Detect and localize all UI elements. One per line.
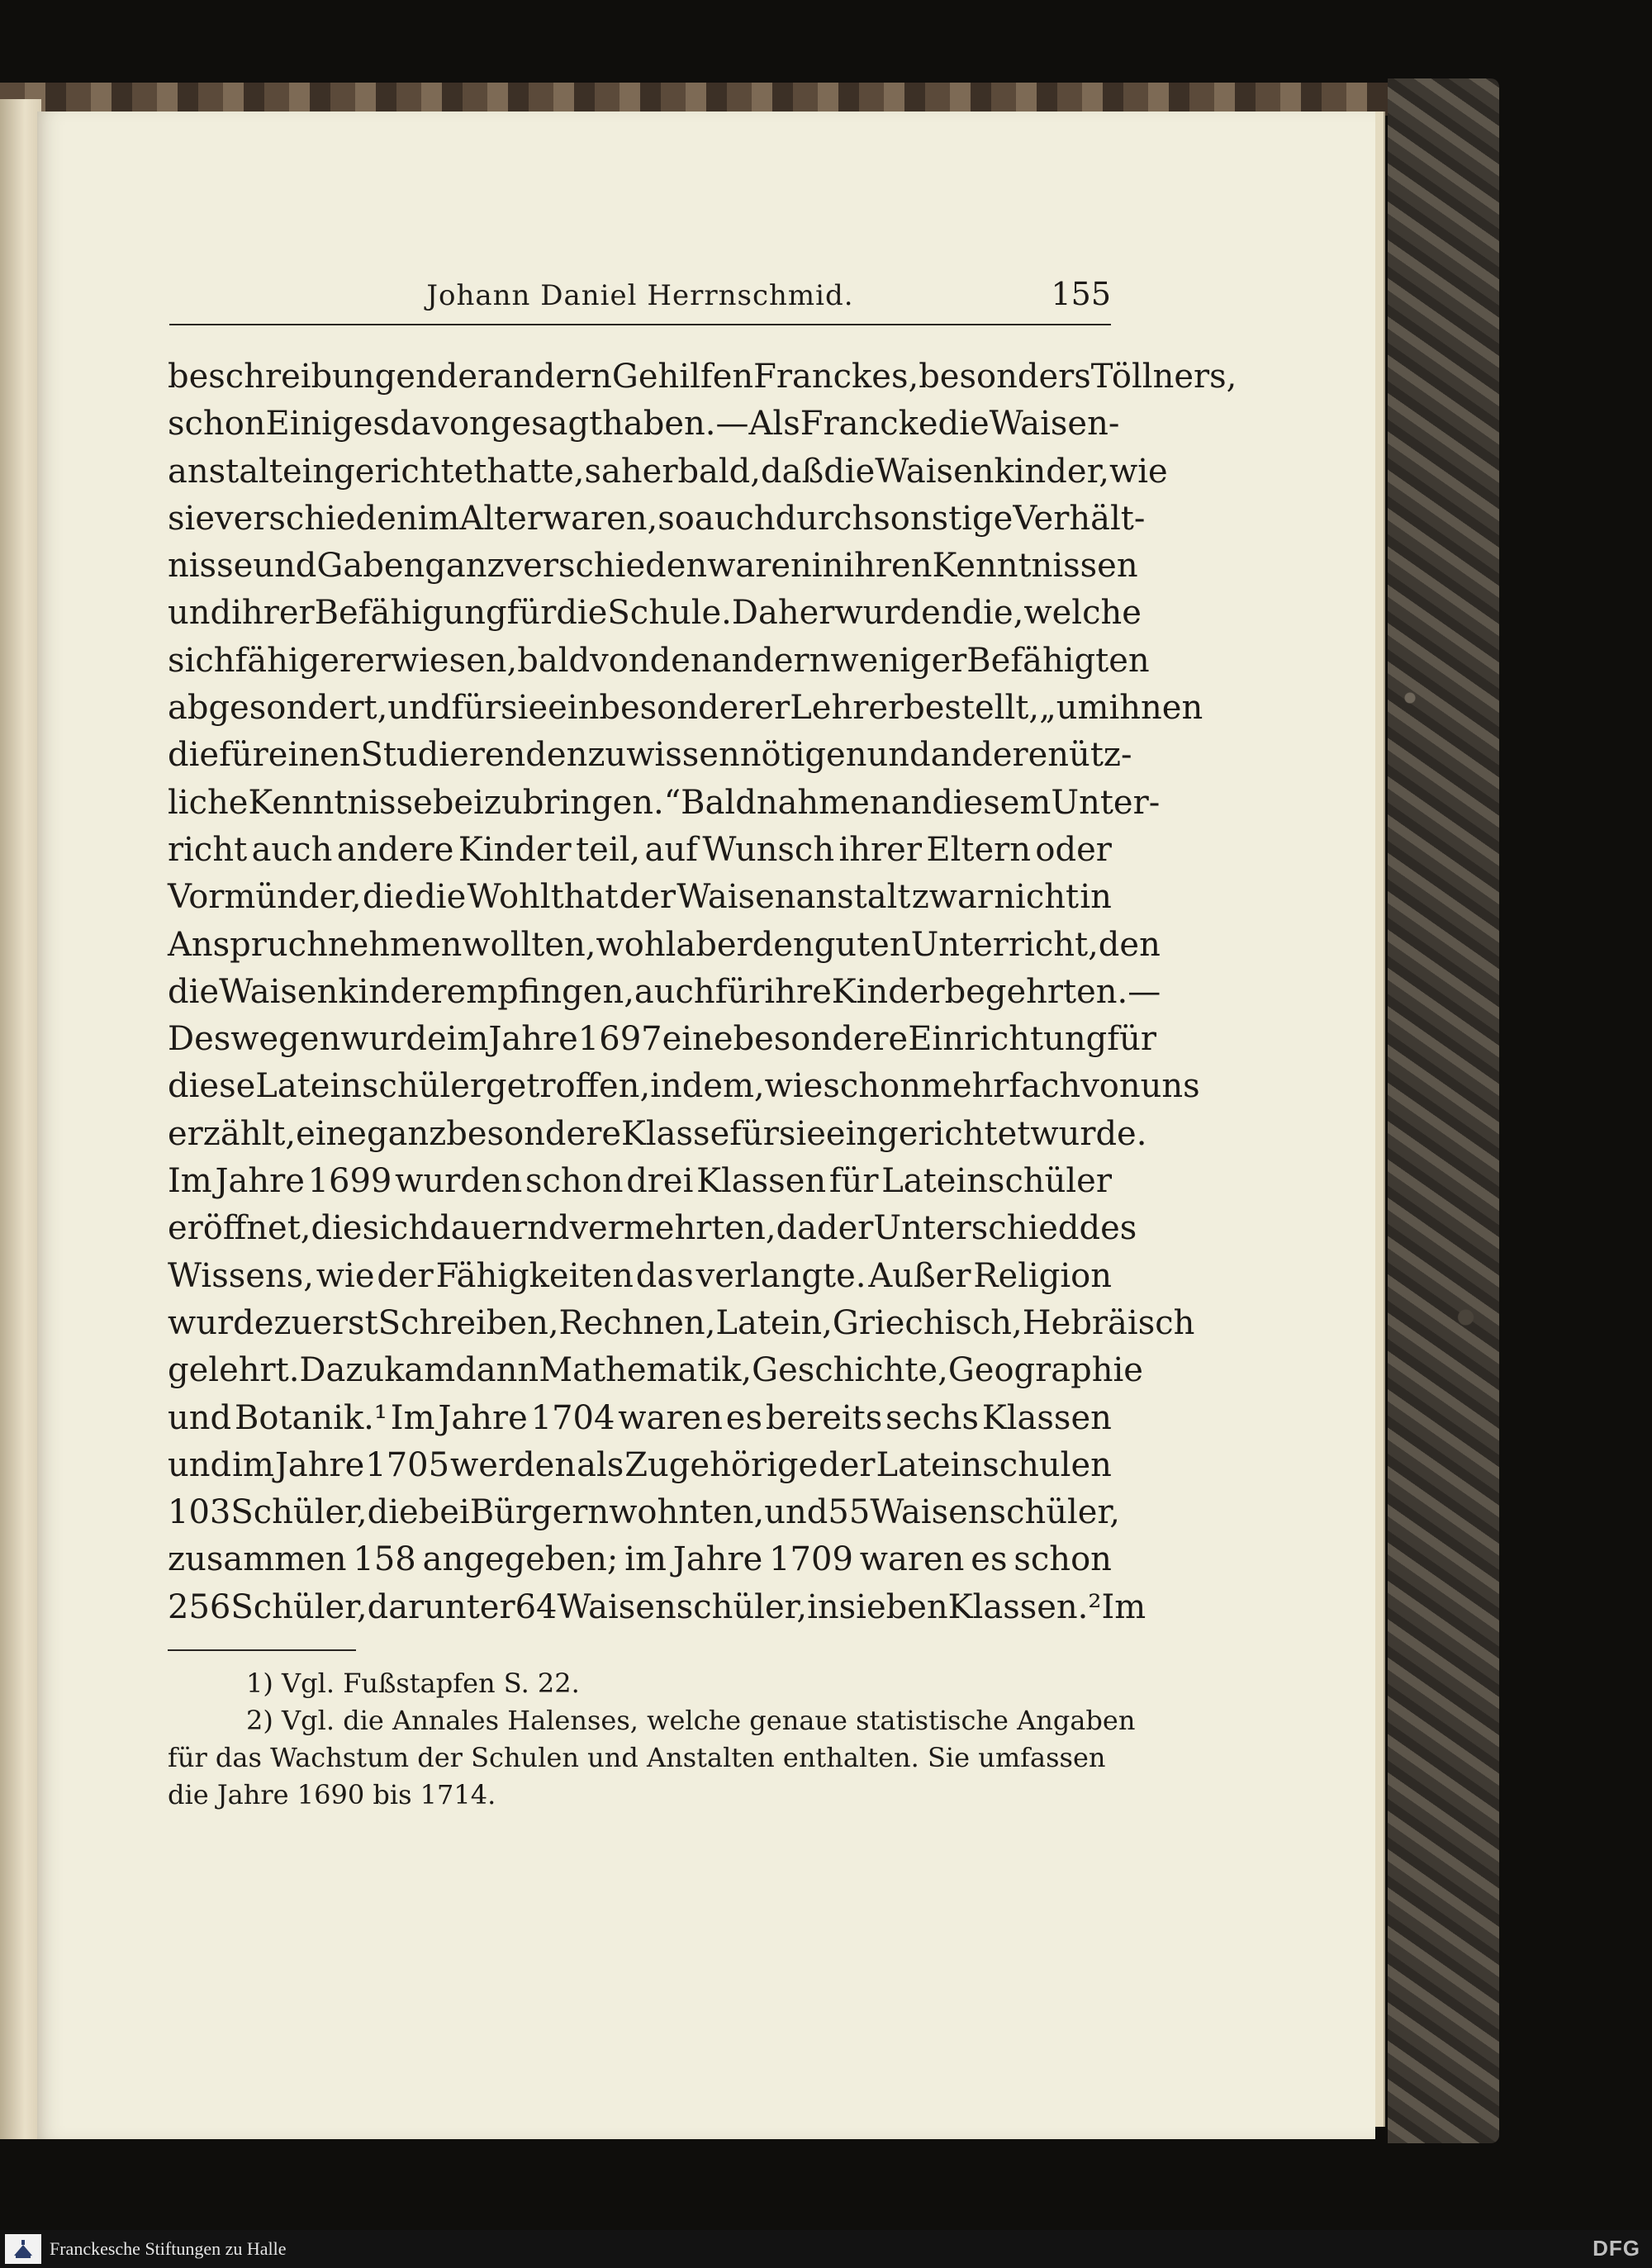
word: nahmen <box>756 783 891 822</box>
text-line <box>168 353 1237 401</box>
word: 1704 <box>530 1398 615 1437</box>
word: Hebräisch <box>1022 1303 1195 1342</box>
word: für <box>451 689 501 728</box>
running-title: Johann Daniel Herrnschmid. <box>426 279 854 312</box>
word: 1697 <box>577 1020 662 1059</box>
word: beizubringen.“ <box>432 783 681 822</box>
word: für <box>828 1162 879 1201</box>
word: für <box>729 1114 779 1153</box>
word: oder <box>1035 830 1112 869</box>
text-line <box>168 1442 1112 1489</box>
word: Franckes, <box>753 358 919 396</box>
word: wurde. <box>1030 1114 1147 1153</box>
word: sah <box>584 452 643 491</box>
word: schon <box>823 1067 921 1106</box>
marbled-cover-board <box>1388 78 1499 2143</box>
word: verschieden <box>215 499 418 538</box>
word: zwar <box>911 878 993 917</box>
word: eine <box>662 1020 733 1059</box>
word: wurde <box>340 1020 447 1059</box>
word: Jahre <box>274 1445 365 1484</box>
word: besonderer <box>599 689 790 728</box>
word: die <box>556 594 608 633</box>
word: — <box>715 405 749 444</box>
word: die <box>168 736 220 775</box>
word: Gaben <box>316 547 425 586</box>
word: Studierenden <box>360 736 588 775</box>
word: Töllners, <box>1090 358 1237 396</box>
word: die <box>824 452 876 491</box>
word: im <box>624 1540 667 1579</box>
word: Waisenkinder <box>219 972 447 1011</box>
word: Klassen <box>696 1162 827 1201</box>
word: der <box>377 1256 434 1295</box>
text-line <box>168 401 1120 448</box>
word: davon <box>389 405 491 444</box>
word: nötigen <box>739 736 867 775</box>
word: weniger <box>830 641 967 680</box>
word: Im <box>390 1398 435 1437</box>
word: ein <box>548 689 600 728</box>
word: andere <box>930 736 1048 775</box>
word: Waisenanstalt <box>676 878 911 917</box>
word: Schreiben, <box>377 1303 559 1342</box>
word: sich <box>168 641 235 680</box>
word: Griechisch, <box>832 1303 1023 1342</box>
word: empfingen, <box>446 972 634 1011</box>
credit-bar <box>0 2230 1652 2268</box>
word: eingerichtet <box>282 452 487 491</box>
word: auch <box>251 830 333 869</box>
word: Lateinschüler <box>255 1067 487 1106</box>
word: einen <box>268 736 361 775</box>
word: ihnen <box>1108 689 1203 728</box>
text-line <box>168 922 1161 969</box>
word: andern <box>493 358 612 396</box>
word: waren <box>707 547 812 586</box>
text-line <box>168 1016 1156 1063</box>
institution-logo-icon <box>5 2234 41 2264</box>
word: Anspruch <box>168 925 328 964</box>
footnote-2-line-3: die Jahre 1690 bis 1714. <box>168 1779 496 1810</box>
word: besondere <box>446 1114 621 1153</box>
word: nisse <box>168 547 254 586</box>
word: Waisenschüler, <box>870 1493 1120 1532</box>
word: sich <box>362 1209 430 1248</box>
word: und <box>764 1493 828 1532</box>
word: bald, <box>677 452 762 491</box>
word: erwiesen, <box>355 641 518 680</box>
text-line <box>168 543 1138 590</box>
word: mehrfach <box>920 1067 1081 1106</box>
word: ihre <box>764 972 832 1011</box>
word: und <box>168 1445 232 1484</box>
word: vermehrten, <box>569 1209 776 1248</box>
word: Klassen.² <box>947 1587 1102 1626</box>
word: Dazu <box>299 1351 385 1390</box>
word: dauernd <box>430 1209 570 1248</box>
word: den <box>649 641 712 680</box>
page-number: 155 <box>1051 276 1111 312</box>
word: für <box>219 736 268 775</box>
running-head <box>169 274 1111 325</box>
word: gesagt <box>490 405 603 444</box>
word: und <box>253 547 317 586</box>
word: von <box>1080 1067 1141 1106</box>
word: kam <box>384 1351 456 1390</box>
word: hatte, <box>487 452 585 491</box>
word: in <box>1080 878 1112 917</box>
word: zuerst <box>273 1303 378 1342</box>
word: Befähigten <box>966 641 1150 680</box>
word: dann <box>455 1351 539 1390</box>
word: Schule. <box>607 594 732 633</box>
word: sonstige <box>873 499 1014 538</box>
word: getroffen, <box>486 1067 651 1106</box>
word: des <box>1079 1209 1137 1248</box>
word: guten <box>814 925 911 964</box>
word: Latein, <box>715 1303 833 1342</box>
word: Kinder <box>458 830 572 869</box>
word: Verhält- <box>1013 499 1146 538</box>
word: Schüler, <box>230 1587 368 1626</box>
word: als <box>577 1445 624 1484</box>
word: die <box>938 405 990 444</box>
word: für <box>1107 1020 1156 1059</box>
word: wohl <box>596 925 676 964</box>
text-line <box>168 1395 1112 1442</box>
word: Lateinschüler <box>881 1162 1112 1201</box>
word: in <box>811 547 844 586</box>
word: begehrten. <box>944 972 1128 1011</box>
word: auch <box>634 972 715 1011</box>
word: waren, <box>542 499 658 538</box>
text-line <box>168 732 1132 779</box>
footnote-2-line-2: für das Wachstum der Schulen und Anstalten enthalten. Sie umfassen <box>168 1742 1106 1773</box>
word: verlangte. <box>695 1256 866 1295</box>
footnotes <box>168 1665 1136 1814</box>
word: eine <box>296 1114 367 1153</box>
word: diesem <box>932 783 1051 822</box>
word: Bald <box>681 783 757 822</box>
word: Kinder <box>831 972 945 1011</box>
text-line <box>168 1300 1195 1347</box>
word: Gehilfen <box>611 358 754 396</box>
word: zusammen <box>168 1540 347 1579</box>
word: eröffnet, <box>168 1209 311 1248</box>
institution-name: Franckesche Stiftungen zu Halle <box>50 2238 287 2259</box>
word: Wunsch <box>702 830 835 869</box>
word: ihrer <box>231 594 315 633</box>
word: Daher <box>731 594 835 633</box>
word: wie <box>764 1067 824 1106</box>
word: Francke <box>800 405 938 444</box>
word: beschreibungen <box>168 358 437 396</box>
word: Außer <box>868 1256 971 1295</box>
word: 1709 <box>769 1540 853 1579</box>
word: daß <box>761 452 824 491</box>
word: wurden <box>834 594 962 633</box>
word: Als <box>748 405 800 444</box>
word: aber <box>676 925 752 964</box>
word: Vormünder, <box>168 878 362 917</box>
word: fähiger <box>235 641 356 680</box>
word: da <box>776 1209 818 1248</box>
word: darunter <box>367 1587 515 1626</box>
word: „um <box>1039 689 1109 728</box>
word: andern <box>711 641 831 680</box>
word: Befähigung <box>314 594 507 633</box>
word: Klassen <box>981 1398 1112 1437</box>
dfg-logo: DFG <box>1593 2236 1640 2261</box>
word: sie <box>778 1114 826 1153</box>
word: für <box>714 972 765 1011</box>
word: Rechnen, <box>558 1303 716 1342</box>
facing-page-edge <box>0 99 41 2139</box>
footnote-2-line-1: 2) Vgl. die Annales Halenses, welche genaue statistische Angaben <box>246 1705 1136 1736</box>
word: der <box>819 1445 876 1484</box>
word: wie <box>316 1256 375 1295</box>
word: die <box>362 878 414 917</box>
text-line <box>168 448 1168 496</box>
word: schon <box>525 1162 624 1201</box>
text-line <box>168 1347 1143 1394</box>
text-line <box>168 590 1142 637</box>
word: wurden <box>395 1162 523 1201</box>
word: er <box>642 452 678 491</box>
word: — <box>1127 972 1161 1011</box>
word: ihren <box>843 547 933 586</box>
word: die <box>168 972 220 1011</box>
word: der <box>436 358 494 396</box>
text-line <box>168 1111 1147 1158</box>
text-line <box>168 1489 1120 1536</box>
body-text <box>168 353 1237 1631</box>
word: den <box>752 925 814 964</box>
word: waren <box>618 1398 723 1437</box>
word: Fähigkeiten <box>435 1256 634 1295</box>
word: den <box>1098 925 1161 964</box>
word: 1699 <box>307 1162 392 1201</box>
text-line <box>168 1536 1112 1583</box>
word: bestellt, <box>904 689 1040 728</box>
word: im <box>446 1020 489 1059</box>
word: die <box>415 878 467 917</box>
word: wie <box>1109 452 1168 491</box>
word: die, <box>961 594 1024 633</box>
word: wissen <box>626 736 740 775</box>
word: andere <box>336 830 454 869</box>
word: haben. <box>602 405 716 444</box>
word: 64 <box>515 1587 558 1626</box>
word: angegeben; <box>422 1540 619 1579</box>
text-line <box>168 1158 1112 1205</box>
word: Jahre <box>672 1540 763 1579</box>
word: 1705 <box>365 1445 450 1484</box>
word: Im <box>1101 1587 1146 1626</box>
word: waren <box>859 1540 965 1579</box>
word: Kenntnisse <box>248 783 433 822</box>
word: besondere <box>733 1020 909 1059</box>
footnote-1: 1) Vgl. Fußstapfen S. 22. <box>246 1668 580 1699</box>
word: verschieden <box>504 547 708 586</box>
word: es <box>971 1540 1008 1579</box>
word: welche <box>1023 594 1142 633</box>
word: in <box>807 1587 839 1626</box>
word: sechs <box>885 1398 980 1437</box>
word: Botanik.¹ <box>234 1398 387 1437</box>
word: Jahre <box>215 1162 305 1201</box>
word: auch <box>694 499 776 538</box>
word: und <box>168 594 232 633</box>
word: bald <box>517 641 591 680</box>
word: ganz <box>366 1114 447 1153</box>
word: im <box>232 1445 274 1484</box>
word: und <box>387 689 452 728</box>
word: Bürgern <box>469 1493 610 1532</box>
word: diese <box>168 1067 256 1106</box>
text-line <box>168 496 1146 543</box>
word: gelehrt. <box>168 1351 300 1390</box>
word: Waisenschüler, <box>557 1587 808 1626</box>
word: schon <box>1014 1540 1112 1579</box>
word: 158 <box>353 1540 416 1579</box>
word: die <box>311 1209 363 1248</box>
word: Zugehörige <box>624 1445 819 1484</box>
word: Religion <box>973 1256 1112 1295</box>
word: Klasse <box>620 1114 730 1153</box>
word: Unterschied <box>873 1209 1080 1248</box>
word: Waisenkinder, <box>875 452 1110 491</box>
text-line <box>168 780 1161 827</box>
word: das <box>635 1256 694 1295</box>
word: Im <box>168 1162 212 1201</box>
word: Einiges <box>265 405 390 444</box>
text-line <box>168 874 1112 921</box>
word: Jahre <box>438 1398 528 1437</box>
text-line <box>168 827 1112 874</box>
word: Geschichte, <box>752 1351 948 1390</box>
word: für <box>506 594 557 633</box>
word: eingerichtet <box>825 1114 1031 1153</box>
word: 55 <box>828 1493 871 1532</box>
word: Deswegen <box>168 1020 341 1059</box>
word: Unter- <box>1051 783 1161 822</box>
word: nehmen <box>327 925 463 964</box>
word: Kenntnissen <box>932 547 1138 586</box>
text-line <box>168 1253 1112 1300</box>
word: bereits <box>765 1398 883 1437</box>
word: Waisen- <box>989 405 1120 444</box>
word: abgesondert, <box>168 689 388 728</box>
word: drei <box>626 1162 694 1201</box>
word: die <box>367 1493 419 1532</box>
word: der <box>817 1209 874 1248</box>
word: es <box>725 1398 762 1437</box>
text-line <box>168 1205 1137 1252</box>
word: Wissens, <box>168 1256 314 1295</box>
word: uns <box>1140 1067 1200 1106</box>
word: zu <box>587 736 627 775</box>
text-line <box>168 685 1203 732</box>
word: wurde <box>168 1303 274 1342</box>
word: Schüler, <box>230 1493 368 1532</box>
text-line <box>168 1063 1200 1110</box>
word: anstalt <box>168 452 282 491</box>
word: Lehrer <box>790 689 904 728</box>
book-binding-top <box>0 83 1388 116</box>
word: und <box>866 736 931 775</box>
word: Alter <box>459 499 543 538</box>
word: schon <box>168 405 266 444</box>
word: Geographie <box>947 1351 1143 1390</box>
text-line <box>168 1584 1146 1631</box>
footnote-rule <box>168 1649 356 1651</box>
word: wohnten, <box>609 1493 765 1532</box>
word: ganz <box>425 547 505 586</box>
word: Wohlthat <box>467 878 619 917</box>
word: von <box>590 641 650 680</box>
word: Jahre <box>488 1020 578 1059</box>
word: Einrichtung <box>908 1020 1108 1059</box>
word: 103 <box>168 1493 231 1532</box>
word: und <box>168 1398 232 1437</box>
text-line <box>168 638 1150 685</box>
word: indem, <box>650 1067 765 1106</box>
text-line <box>168 969 1161 1016</box>
word: durch <box>775 499 874 538</box>
word: nütz- <box>1047 736 1132 775</box>
word: sieben <box>838 1587 948 1626</box>
word: ihrer <box>838 830 922 869</box>
word: Mathematik, <box>539 1351 752 1390</box>
word: Lateinschulen <box>876 1445 1112 1484</box>
word: wollten, <box>462 925 596 964</box>
word: Unterricht, <box>910 925 1099 964</box>
word: teil, <box>576 830 641 869</box>
word: werden <box>450 1445 577 1484</box>
word: richt <box>168 830 248 869</box>
word: der <box>619 878 676 917</box>
word: so <box>657 499 695 538</box>
word: an <box>890 783 933 822</box>
word: Eltern <box>926 830 1031 869</box>
word: sie <box>501 689 548 728</box>
word: im <box>417 499 460 538</box>
word: 256 <box>168 1587 231 1626</box>
word: auf <box>644 830 698 869</box>
word: bei <box>418 1493 470 1532</box>
word: liche <box>168 783 249 822</box>
word: sie <box>168 499 215 538</box>
word: nicht <box>994 878 1080 917</box>
word: besonders <box>919 358 1091 396</box>
word: erzählt, <box>168 1114 297 1153</box>
